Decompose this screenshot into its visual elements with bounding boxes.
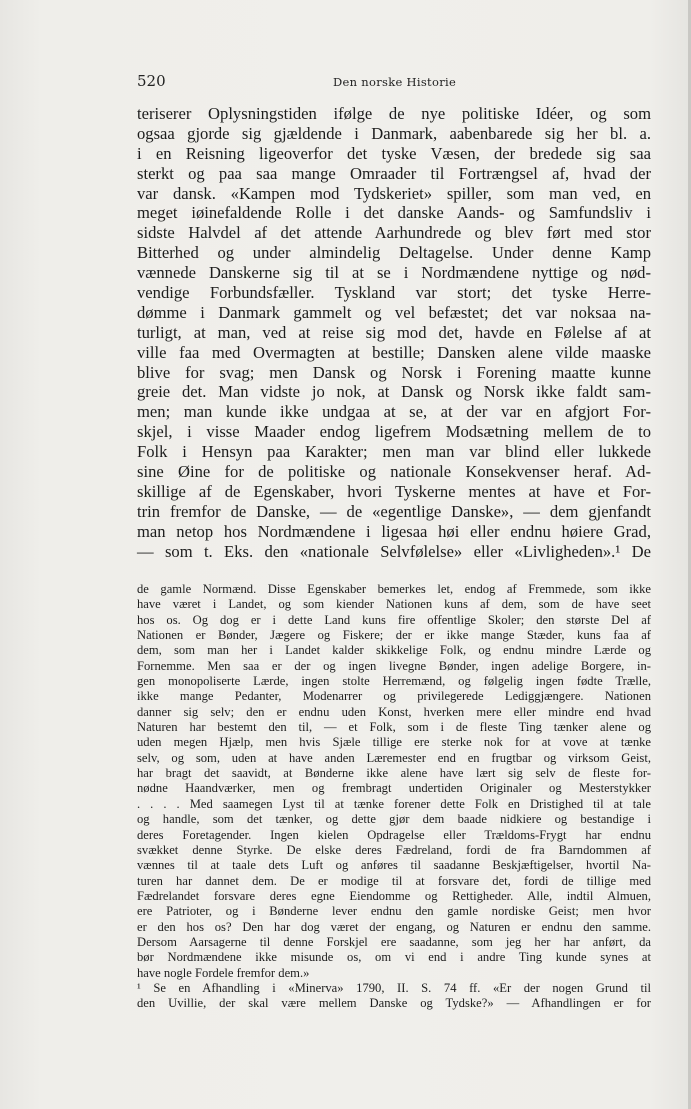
- footnote-line: Dersom Aarsagerne til denne Forskjel ere saadanne, som jeg her har anført, da: [137, 934, 651, 949]
- footnote-line: hos os. Og dog er i dette Land kuns fire offentlige Skoler; den største Del af: [137, 612, 651, 627]
- footnote-line: uden megen Hjælp, men hvis Sjæle tillige ere sterke nok for at vove at tænke: [137, 735, 651, 750]
- footnote-line: svækket denne Styrke. De elske deres Fædreland, fordi de fra Barndommen af: [137, 842, 651, 857]
- footnote-line: og handle, som det tænker, og dette gjør dem baade nidkiere og bestandige i: [137, 812, 651, 827]
- footnote-line: gen monopoliserte Lærde, ingen stolte Herremænd, og følgelig ingen fødte Trælle,: [137, 674, 651, 689]
- footnotes-block: [137, 582, 651, 1012]
- main-text-body: [137, 104, 651, 561]
- footnote-line: Fornemme. Men saa er der og ingen livegne Bønder, ingen adelige Borgere, in-: [137, 658, 651, 673]
- main-text-line: greie det. Man vidste jo nok, at Dansk og Norsk ikke faldt sam-: [137, 382, 651, 402]
- footnote-line: nødne Haandværker, men og frembragt undertiden Originaler og Mesterstykker: [137, 781, 651, 796]
- main-text-line: i en Reisning ligeoverfor det tyske Væsen, der bredede sig saa: [137, 143, 651, 163]
- footnote-line: vænnes til at taale dets Luft og anføres til saadanne Beskjæftigelser, hvortil Na-: [137, 858, 651, 873]
- main-text-line: ville faa med Overmagten at bestille; Dansken alene vilde maaske: [137, 342, 651, 362]
- footnote-line: selv, og som, uden at have anden Læremester end en frugtbar og virksom Geist,: [137, 750, 651, 765]
- main-text-line: skjel, i visse Maader endog ligefrem Modsætning mellem de to: [137, 422, 651, 442]
- main-text-line: blive for svag; men Dansk og Norsk i Forening maatte kunne: [137, 362, 651, 382]
- running-head: [137, 72, 651, 92]
- footnote-line: have været i Landet, og som kiender Nationen kuns af dem, som de have seet: [137, 597, 651, 612]
- footnote-line: er den hos os? Den har dog været der engang, og Naturen er endnu den samme.: [137, 919, 651, 934]
- footnote-line: danner sig selv; den er endnu uden Konst, hverken mere eller mindre end hvad: [137, 704, 651, 719]
- main-text-line: sidste Halvdel af det attende Aarhundrede og blev ført med stor: [137, 223, 651, 243]
- main-text-line: teriserer Oplysningstiden ifølge de nye politiske Idéer, og som: [137, 104, 651, 123]
- main-text-line: vænnede Danskerne sig til at se i Nordmændene nyttige og nød-: [137, 263, 651, 283]
- main-text-line: skillige af de Egenskaber, hvori Tyskerne mentes at have et For-: [137, 481, 651, 501]
- page-number: 520: [137, 72, 166, 90]
- footnote-line: dem, som man her i Landet kalder skikkelige Folk, og endnu mindre Lærde og: [137, 643, 651, 658]
- footnote-line: turen har dannet dem. De er modige til at forsvare det, fordi de tillige med: [137, 873, 651, 888]
- main-text-line: trin fremfor de Danske, — de «egentlige Danske», — dem gjenfandt: [137, 501, 651, 521]
- main-text-line: dømme i Danmark gammelt og vel befæstet; det var noksaa na-: [137, 302, 651, 322]
- footnote-line: Naturen har bestemt den til, — et Folk, som i de fleste Ting tænker alene og: [137, 720, 651, 735]
- footnote-line: den Uvillie, der skal være mellem Danske og Tydske?» — Afhandlingen er for: [137, 996, 651, 1011]
- footnote-line: de gamle Normænd. Disse Egenskaber bemerkes let, endog af Fremmede, som ikke: [137, 582, 651, 596]
- main-text-line: var dansk. «Kampen mod Tydskeriet» spiller, som man ved, en: [137, 183, 651, 203]
- running-head-title: Den norske Historie: [333, 75, 457, 89]
- main-text-line: — som t. Eks. den «nationale Selvfølelse» eller «Livligheden».¹ De: [137, 541, 651, 561]
- footnote-line: Nationen er Bønder, Jægere og Fiskere; der er ikke mange Stæder, kuns faa af: [137, 628, 651, 643]
- main-text-line: man netop hos Nordmændene i ligesaa høi eller endnu høiere Grad,: [137, 521, 651, 541]
- main-text-line: sterkt og paa saa mange Omraader til Fortrængsel af, hvad der: [137, 163, 651, 183]
- main-text-line: Folk i Hensyn paa Karakter; men man var blind eller lukkede: [137, 442, 651, 462]
- main-text-line: Bitterhed og under almindelig Deltagelse. Under denne Kamp: [137, 243, 651, 263]
- main-text-line: turligt, at man, ved at reise sig mod det, havde en Følelse af at: [137, 322, 651, 342]
- footnote-line: bør Nordmændene ikke misunde os, om vi end i andre Ting kunde synes at: [137, 950, 651, 965]
- main-text-line: meget iøinefaldende Rolle i det danske Aands- og Samfundsliv i: [137, 203, 651, 223]
- footnote-line: have nogle Fordele fremfor dem.»: [137, 965, 310, 980]
- footnote-line: ere Patrioter, og i Bønderne lever endnu den gamle nordiske Geist; men hvor: [137, 904, 651, 919]
- main-text-line: ogsaa gjorde sig gjældende i Danmark, aabenbarede sig her bl. a.: [137, 123, 651, 143]
- footnote-line: deres Foretagender. Ingen kielen Opdragelse eller Trældoms-Frygt har endnu: [137, 827, 651, 842]
- footnote-line: ¹ Se en Afhandling i «Minerva» 1790, II. S. 74 ff. «Er der nogen Grund til: [137, 980, 651, 995]
- footnote-line: Fædrelandet forsvare deres egne Eiendomme og Rettigheder. Alle, indtil Almuen,: [137, 888, 651, 903]
- main-text-line: sine Øine for de politiske og nationale Konsekvenser heraf. Ad-: [137, 462, 651, 482]
- footnote-line: har bragt det saavidt, at Bønderne ikke alene have lært sig selv de fleste for-: [137, 766, 651, 781]
- main-text-line: men; man kunde ikke undgaa at se, at der var en afgjort For-: [137, 402, 651, 422]
- footnote-line: . . . . Med saamegen Lyst til at tænke forener dette Folk en Dristighed til at tale: [137, 796, 651, 811]
- footnote-line: ikke mange Pedanter, Modenarrer og privilegerede Lediggjængere. Nationen: [137, 689, 651, 704]
- main-text-line: vendige Forbundsfæller. Tyskland var stort; det tyske Herre-: [137, 283, 651, 303]
